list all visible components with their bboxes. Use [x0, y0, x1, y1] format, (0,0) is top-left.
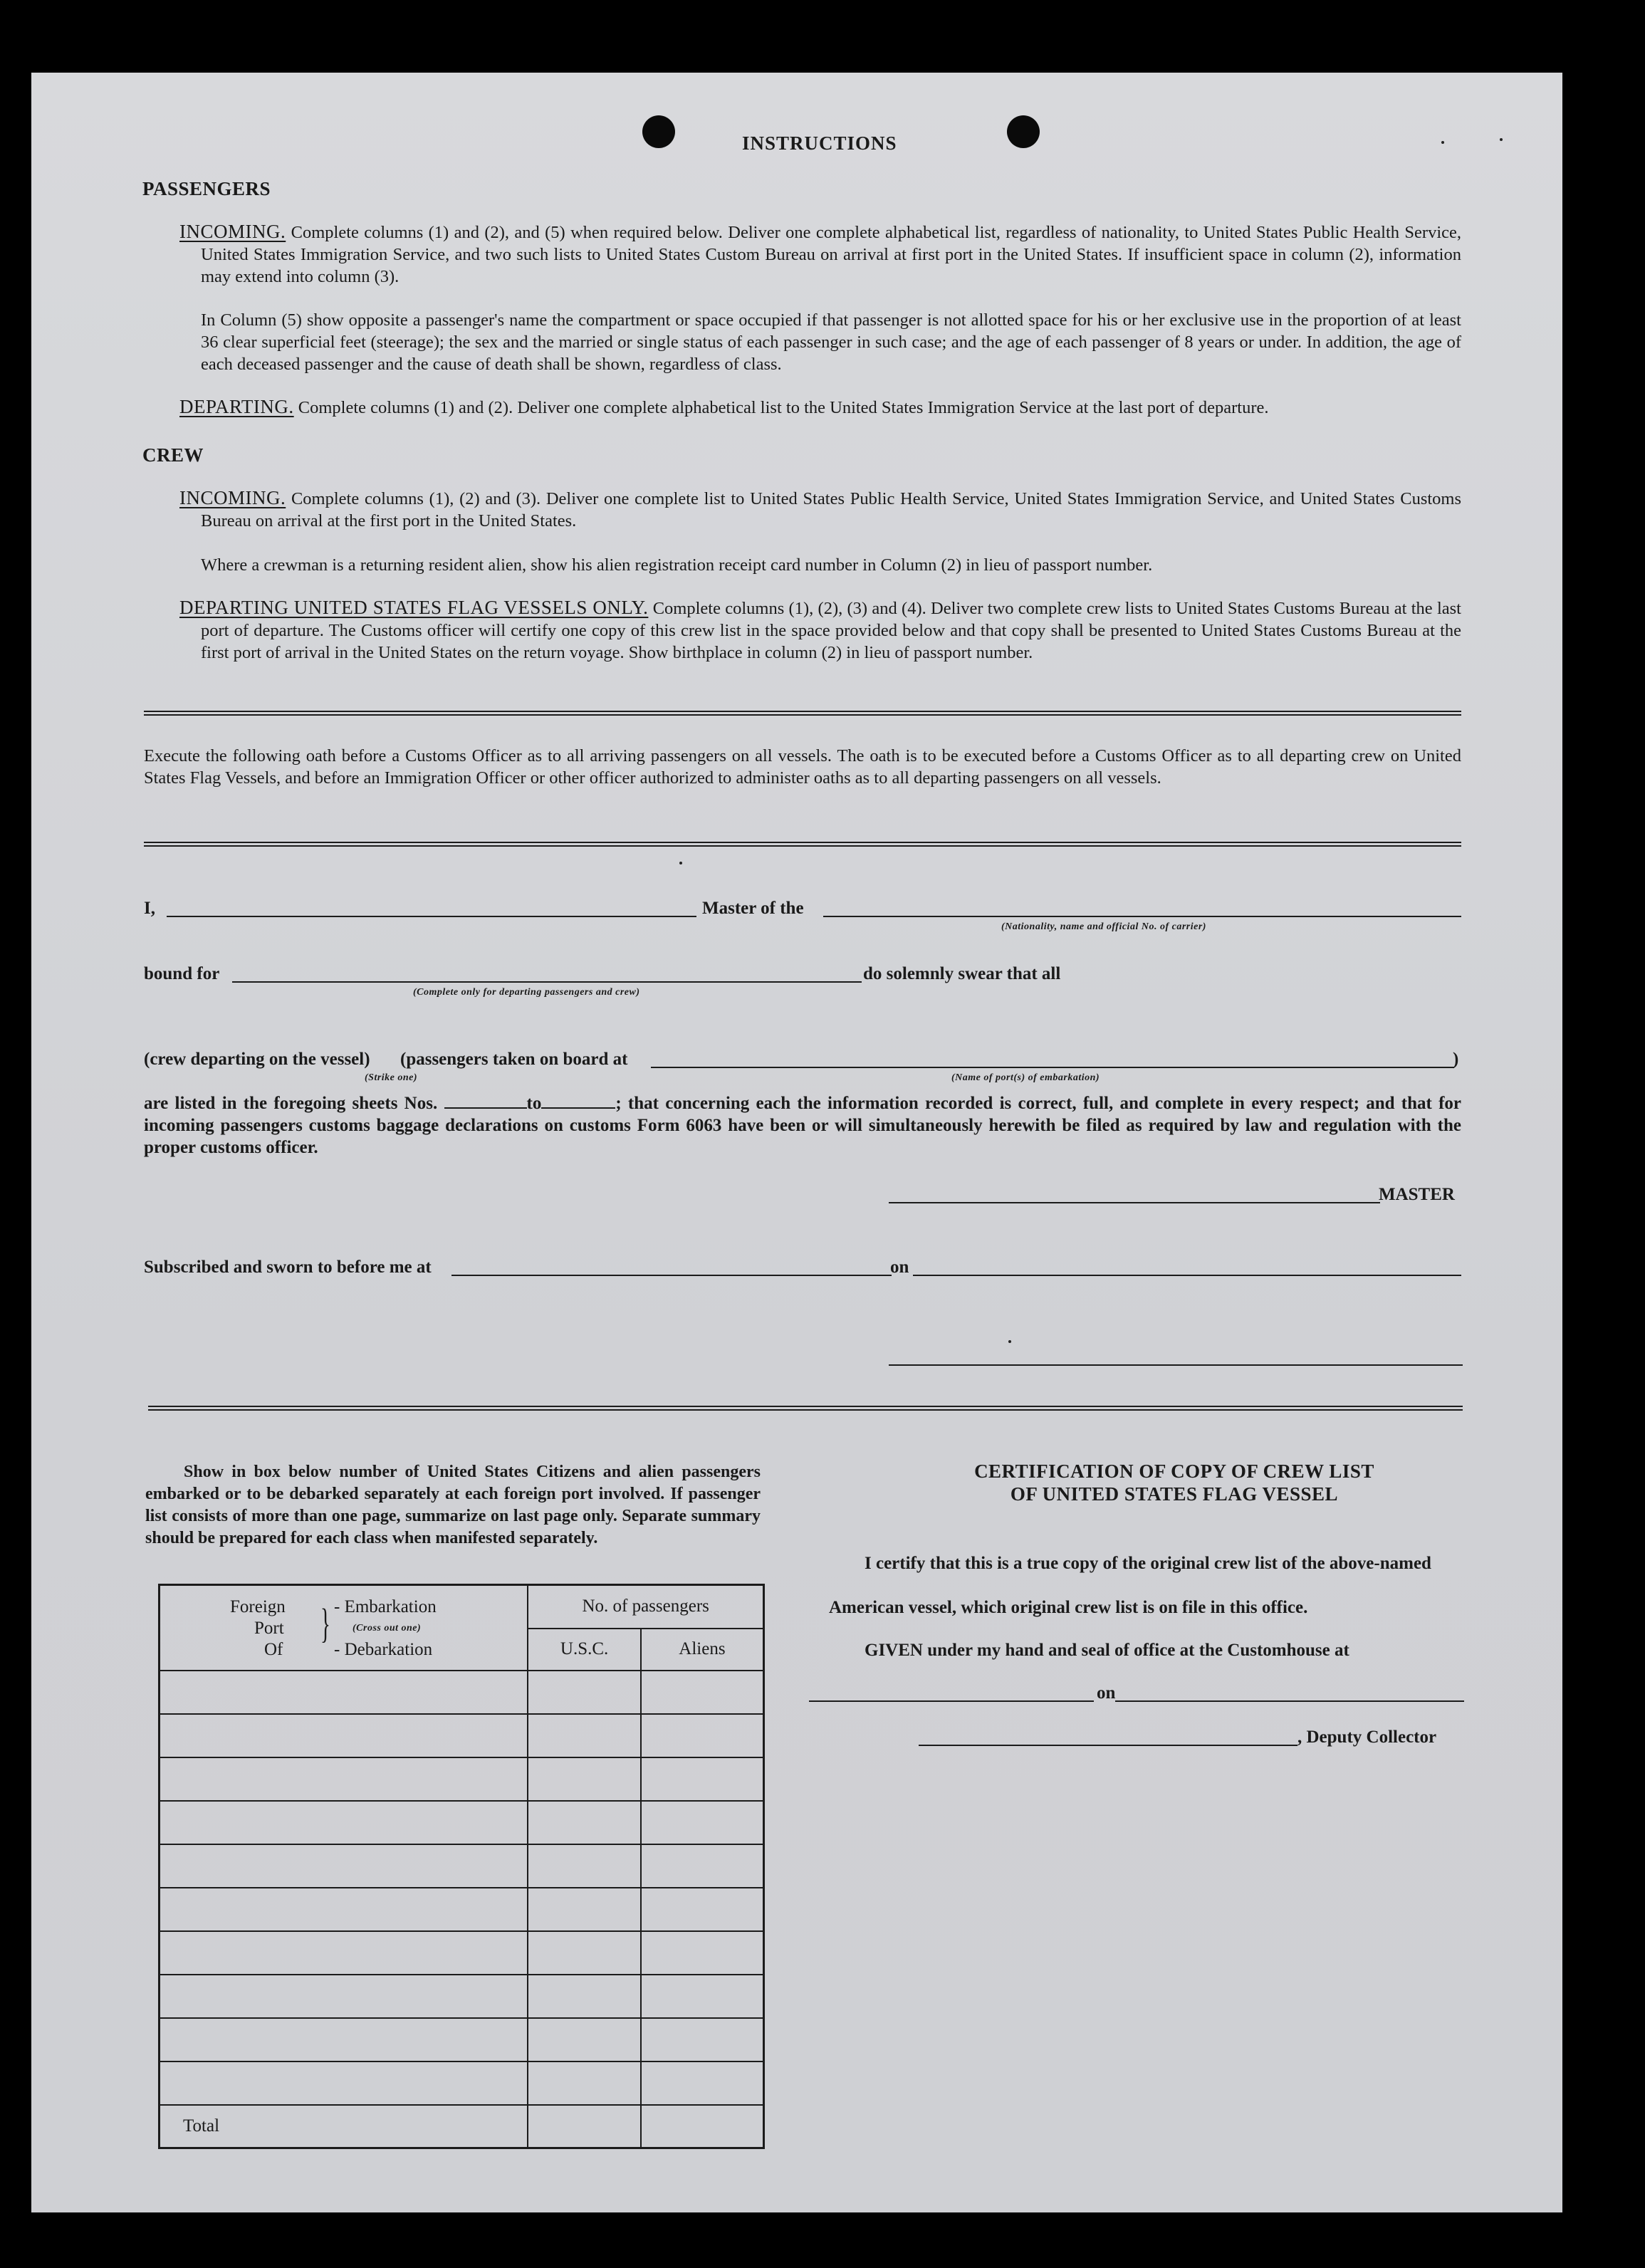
port-cell[interactable] — [160, 1931, 528, 1975]
summary-row — [160, 2018, 764, 2061]
crew-departing-option[interactable]: (crew departing on the vessel) — [144, 1050, 370, 1069]
header-embark: - Embarkation — [334, 1597, 437, 1616]
port-cell[interactable] — [160, 1801, 528, 1844]
form-page — [31, 73, 1562, 2212]
total-row — [160, 2105, 764, 2148]
certification-title-line1: CERTIFICATION OF COPY OF CREW LIST — [974, 1460, 1374, 1482]
aliens-cell[interactable] — [641, 1714, 764, 1757]
summary-row — [160, 1757, 764, 1801]
passengers-heading: PASSENGERS — [142, 178, 271, 199]
usc-cell[interactable] — [528, 1931, 641, 1975]
oath-i-label: I, — [144, 899, 155, 918]
oath-listed-text — [144, 1092, 1461, 1159]
passengers-departing — [179, 396, 1461, 419]
certify-date-line[interactable] — [1115, 1700, 1464, 1702]
crew-departing — [179, 597, 1461, 664]
certify-line1: I certify that this is a true copy of the original crew list of the above-named — [865, 1554, 1431, 1573]
subscribed-label: Subscribed and sworn to before me at — [144, 1258, 432, 1277]
sworn-on-label: on — [890, 1258, 909, 1277]
total-aliens-cell[interactable] — [641, 2105, 764, 2148]
aliens-cell[interactable] — [641, 2018, 764, 2061]
sworn-place-line[interactable] — [451, 1275, 892, 1276]
usc-cell[interactable] — [528, 2018, 641, 2061]
passengers-departing-lead: DEPARTING. — [179, 396, 294, 417]
summary-row — [160, 1714, 764, 1757]
header-of: Of — [264, 1640, 283, 1659]
listed-to-label: to — [526, 1094, 542, 1113]
usc-cell[interactable] — [528, 1975, 641, 2018]
master-label: MASTER — [1379, 1185, 1455, 1204]
summary-row — [160, 1931, 764, 1975]
close-paren: ) — [1453, 1050, 1459, 1069]
header-usc: U.S.C. — [528, 1629, 641, 1671]
swear-label: do solemnly swear that all — [863, 964, 1061, 983]
aliens-cell[interactable] — [641, 1888, 764, 1931]
aliens-cell[interactable] — [641, 1931, 764, 1975]
embarkation-port-line[interactable] — [651, 1067, 1454, 1068]
carrier-caption: (Nationality, name and official No. of carrier) — [1001, 921, 1206, 932]
master-of-label: Master of the — [702, 899, 804, 918]
summary-instruction-text: Show in box below number of United States Citizens and alien passengers embarked or to be debarked separately at each foreign port involved. If passenger list consists of more than one page, summarize on last page only. Separate summary should be prepared for each class when manifested separately. — [145, 1463, 761, 1547]
certify-on-label: on — [1097, 1683, 1116, 1703]
summary-rows — [160, 1671, 764, 2105]
header-num-passengers: No. of passengers — [528, 1585, 763, 1629]
punch-hole — [1007, 115, 1040, 148]
deputy-collector-label: , Deputy Collector — [1297, 1728, 1437, 1747]
usc-cell[interactable] — [528, 1844, 641, 1888]
port-cell[interactable] — [160, 1671, 528, 1714]
sheet-from-line[interactable] — [444, 1096, 527, 1109]
crew-heading: CREW — [142, 444, 204, 466]
crew-returning-note: Where a crewman is a returning resident alien, show his alien registration receipt card number in Column (2) in lieu of passport number. — [201, 555, 1153, 575]
usc-cell[interactable] — [528, 1671, 641, 1714]
header-port: Port — [254, 1619, 284, 1638]
passengers-incoming-text: Complete columns (1) and (2), and (5) when required below. Deliver one complete alphabetical list, regardless of nationality, to United States Public Health Service, United States Immigration Service, and two such lists to United States Custom Bureau on arrival at first port in the United States. If insufficient space in column (2), information may extend into column (3). — [201, 223, 1462, 286]
paper-speck — [1008, 1340, 1011, 1343]
summary-row — [160, 1671, 764, 1714]
header-cross: (Cross out one) — [352, 1623, 422, 1634]
port-cell[interactable] — [160, 1975, 528, 2018]
port-cell[interactable] — [160, 1757, 528, 1801]
certification-title — [822, 1460, 1527, 1505]
aliens-cell[interactable] — [641, 2061, 764, 2105]
crew-departing-text: Complete columns (1), (2), (3) and (4). Deliver two complete crew lists to United States Customs Bureau at the last port of departure. The Customs officer will certify one copy of this crew list in the space provided below and that copy shall be presented to United States Customs Bureau at the first port of arrival in the United States on the return voyage. Show birthplace in column (2) in lieu of passport number. — [201, 599, 1461, 662]
header-aliens: Aliens — [641, 1629, 764, 1671]
certify-line2: American vessel, which original crew list is on file in this office. — [829, 1598, 1308, 1617]
aliens-cell[interactable] — [641, 1975, 764, 2018]
divider — [144, 842, 1461, 847]
usc-cell[interactable] — [528, 1714, 641, 1757]
aliens-cell[interactable] — [641, 1757, 764, 1801]
divider — [148, 1406, 1463, 1411]
foreign-port-header — [160, 1585, 528, 1671]
header-debark: - Debarkation — [334, 1640, 433, 1659]
port-cell[interactable] — [160, 1714, 528, 1757]
brace-icon: } — [320, 1600, 330, 1646]
sworn-date-line[interactable] — [913, 1275, 1461, 1276]
summary-row — [160, 1801, 764, 1844]
crew-incoming-text: Complete columns (1), (2) and (3). Deliver one complete list to United States Public Health Service, United States Immigration Service, and United States Customs Bureau on arrival at the first port in the United States. — [201, 489, 1461, 531]
page-title: INSTRUCTIONS — [742, 132, 897, 154]
crew-incoming — [179, 487, 1461, 532]
customhouse-line[interactable] — [809, 1700, 1094, 1702]
usc-cell[interactable] — [528, 1888, 641, 1931]
aliens-cell[interactable] — [641, 1671, 764, 1714]
officer-signature-line[interactable] — [889, 1364, 1463, 1366]
passengers-taken-option[interactable]: (passengers taken on board at — [400, 1050, 628, 1069]
bound-caption: (Complete only for departing passengers and crew) — [413, 987, 640, 998]
punch-hole — [642, 115, 675, 148]
port-cell[interactable] — [160, 2061, 528, 2105]
paper-speck — [1500, 138, 1503, 141]
total-usc-cell[interactable] — [528, 2105, 641, 2148]
usc-cell[interactable] — [528, 1757, 641, 1801]
usc-cell[interactable] — [528, 2061, 641, 2105]
listed-text-a: are listed in the foregoing sheets Nos. — [144, 1094, 438, 1113]
header-foreign: Foreign — [230, 1597, 286, 1616]
paper-speck — [679, 862, 682, 864]
port-cell[interactable] — [160, 1888, 528, 1931]
port-cell[interactable] — [160, 2018, 528, 2061]
port-cell[interactable] — [160, 1844, 528, 1888]
summary-instruction — [145, 1461, 761, 1550]
crew-departing-lead: DEPARTING UNITED STATES FLAG VESSELS ONLY. — [179, 597, 649, 618]
sheet-to-line[interactable] — [541, 1096, 615, 1109]
strike-caption: (Strike one) — [365, 1072, 418, 1083]
passengers-incoming-lead: INCOMING. — [179, 221, 286, 242]
passengers-column5-note: In Column (5) show opposite a passenger's name the compartment or space occupied if that passenger is not allotted space for his or her exclusive use in the proportion of at least 36 clear superficial feet (steerage); the sex and the married or single status of each passenger in such case; and the age of each passenger of 8 years or under. In addition, the age of each deceased passenger and the cause of death shall be shown, regardless of class. — [201, 310, 1461, 374]
divider — [144, 711, 1461, 716]
passengers-incoming — [179, 221, 1461, 288]
passenger-summary-table — [158, 1584, 765, 2149]
crew-incoming-lead: INCOMING. — [179, 487, 286, 508]
total-label: Total — [160, 2105, 528, 2148]
summary-row — [160, 1888, 764, 1931]
master-signature-line[interactable] — [889, 1202, 1380, 1203]
passengers-departing-text: Complete columns (1) and (2). Deliver one complete alphabetical list to the United States Immigration Service at the last port of departure. — [298, 398, 1269, 417]
certification-title-line2: OF UNITED STATES FLAG VESSEL — [1010, 1483, 1339, 1505]
port-caption: (Name of port(s) of embarkation) — [951, 1072, 1100, 1083]
summary-row — [160, 2061, 764, 2105]
carrier-line[interactable] — [823, 916, 1461, 917]
listed-text-b: ; that concerning each the information recorded is correct, full, and complete in every respect; and that for incoming passengers customs baggage declarations on customs Form 6063 have been or will simultaneously herewith be filed as required by law and regulation with the proper customs officer. — [144, 1094, 1462, 1157]
summary-row — [160, 1975, 764, 2018]
master-name-line[interactable] — [167, 916, 696, 917]
deputy-signature-line[interactable] — [919, 1745, 1297, 1746]
summary-row — [160, 1844, 764, 1888]
paper-speck — [1441, 141, 1444, 144]
oath-instruction: Execute the following oath before a Customs Officer as to all arriving passengers on all vessels. The oath is to be executed before a Customs Officer as to all departing crew on United States Flag Vessels, and before an Immigration Officer or other officer authorized to administer oaths as to all departing passengers on all vessels. — [144, 746, 1461, 788]
aliens-cell[interactable] — [641, 1844, 764, 1888]
usc-cell[interactable] — [528, 1801, 641, 1844]
aliens-cell[interactable] — [641, 1801, 764, 1844]
bound-for-line[interactable] — [232, 981, 862, 983]
given-line: GIVEN under my hand and seal of office at the Customhouse at — [865, 1641, 1349, 1660]
bound-for-label: bound for — [144, 964, 220, 983]
